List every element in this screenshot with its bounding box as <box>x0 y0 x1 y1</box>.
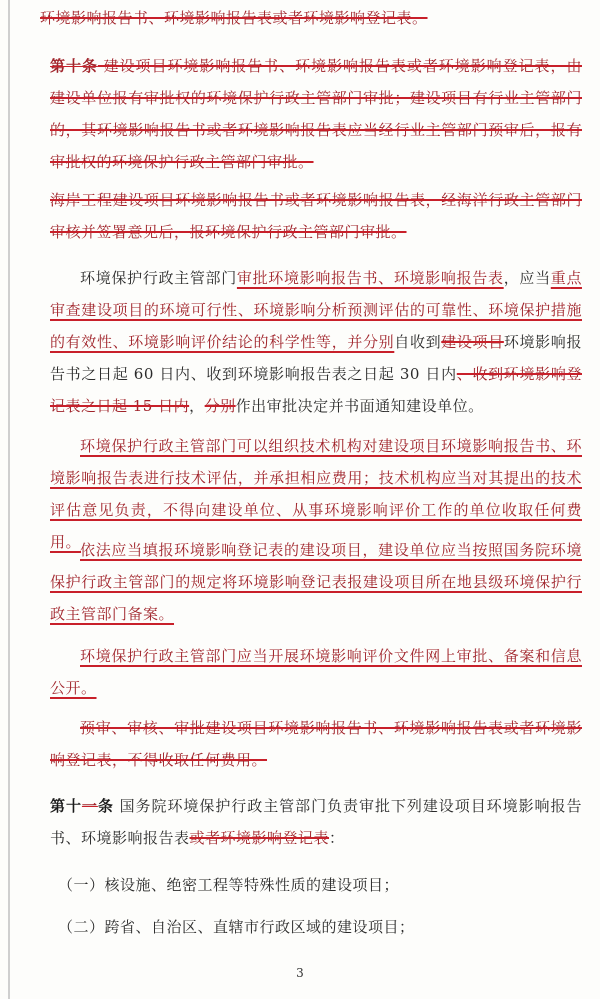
paragraph-2 <box>50 184 582 248</box>
kept-text: 环境保护行政主管部门 <box>80 269 237 287</box>
kept-text: 自收到 <box>394 333 442 351</box>
kept-text: ，应当 <box>503 269 551 287</box>
article-label: 条 <box>97 797 114 815</box>
list-item: （二）跨省、自治区、直辖市行政区域的建设项目； <box>58 918 415 936</box>
deleted-text: 建设项目 <box>441 333 504 351</box>
paragraph-3 <box>50 262 582 422</box>
paragraph-6 <box>50 640 582 704</box>
article-label-deleted: 一 <box>81 797 98 815</box>
inserted-text: 重点审查建设项目的环境可行性、环境影响分析预测评估的可靠性、环境保护措施的有效性、环境影响评价结论的科学性等，并分别 <box>50 269 582 351</box>
inserted-text: 审批环境影响报告书、环境影响报告表 <box>236 269 504 287</box>
inserted-text: 环境保护行政主管部门应当开展环境影响评价文件网上审批、备案和信息公开。 <box>50 647 582 697</box>
deleted-text: 环境影响报告书、环境影响报告表或者环境影响登记表。 <box>40 9 428 27</box>
inserted-text: 环境保护行政主管部门可以组织技术机构对建设项目环境影响报告书、环境影响报告表进行技术评估，并承担相应费用；技术机构应当对其提出的技术评估意见负责，不得向建设单位、从事环境影响评价工作的单位收取任何费用。 <box>50 437 582 551</box>
article-10 <box>50 50 582 178</box>
deleted-text: 建设项目环境影响报告书、环境影响报告表或者环境影响登记表，由建设单位报有审批权的环境保护行政主管部门审批；建设项目有行业主管部门的，其环境影响报告书或者环境影响报告表应当经行业主管部门预审后，报有审批权的环境保护行政主管部门审批。 <box>50 57 582 171</box>
article-label: 第十条 <box>50 57 98 75</box>
kept-text: 作出审批决定并书面通知建设单位。 <box>235 397 484 415</box>
deleted-text: 、收到环境影响登记表之日起 15 日内 <box>50 365 582 415</box>
kept-text: 国务院环境保护行政主管部门负责审批下列建设项目环境影响报告书、环境影响报告表 <box>50 797 582 847</box>
deleted-text: 海岸工程建设项目环境影响报告书或者环境影响报告表，经海洋行政主管部门审核并签署意见后，报环境保护行政主管部门审批。 <box>50 191 582 241</box>
kept-text: 环境影响报告书之日起 60 日内、收到环境影响报告表之日起 30 日内 <box>50 333 582 383</box>
inserted-text: 依法应当填报环境影响登记表的建设项目，建设单位应当按照国务院环境保护行政主管部门的规定将环境影响登记表报建设项目所在地县级环境保护行政主管部门备案。 <box>50 541 582 623</box>
paragraph-5 <box>50 534 582 630</box>
deleted-text: 分别 <box>204 397 236 415</box>
list-item: （一）核设施、绝密工程等特殊性质的建设项目； <box>58 876 400 894</box>
page-number: 3 <box>296 966 304 980</box>
article-label: 第十 <box>50 797 82 815</box>
binding-margin-line <box>8 0 10 999</box>
kept-text: ， <box>189 397 205 415</box>
article-11 <box>50 790 582 854</box>
deleted-text: 或者环境影响登记表 <box>189 829 330 847</box>
paragraph-0 <box>40 2 572 34</box>
kept-text: ： <box>329 829 345 847</box>
paragraph-7 <box>50 712 582 776</box>
deleted-text: 预审、审核、审批建设项目环境影响报告书、环境影响报告表或者环境影响登记表，不得收取任何费用。 <box>50 719 582 769</box>
